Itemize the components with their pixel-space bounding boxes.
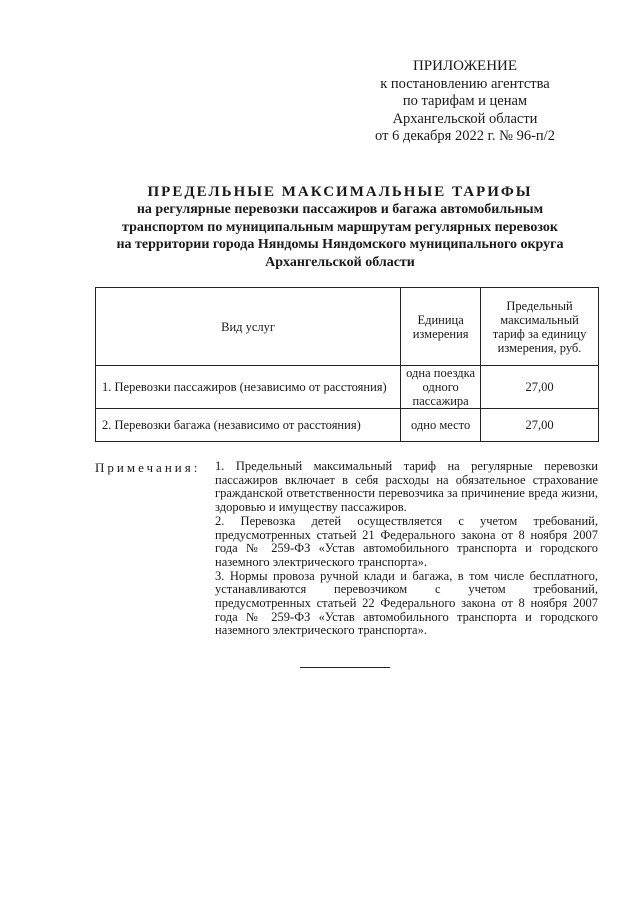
title-line-3: на территории города Няндомы Няндомского муниципального округа (116, 237, 564, 252)
appendix-line-3: Архангельской области (392, 110, 538, 127)
appendix-heading: ПРИЛОЖЕНИЕ (412, 58, 518, 74)
row-2-unit: одно место (401, 409, 481, 442)
header-unit (401, 288, 481, 366)
row-1-unit-line-2: одного (422, 380, 459, 394)
header-tariff-line-2: максимальный (500, 312, 579, 327)
appendix-line-4: от 6 декабря 2022 г. № 96-п/2 (375, 128, 555, 144)
table-header-row (96, 288, 599, 366)
note-item-3: 3. Нормы провоза ручной клади и багажа, в том числе бесплатного, устанавливаются перевозчиком с учетом требований, предусмотренных статьей 22 Федерального закона от 8 ноября 2007 года № 259-ФЗ «Устав автомобильного транспорта и городского наземного электрического транспорта». (215, 568, 598, 638)
note-item-1: 1. Предельный максимальный тариф на регулярные перевозки пассажиров включает в себя расходы на обязательное страхование гражданской ответственности перевозчика за причинение вреда жизни, здоровью и имуществу пассажиров. (215, 459, 598, 515)
notes-label: Примечания: (95, 460, 201, 475)
header-service (96, 288, 401, 366)
row-2-tariff: 27,00 (481, 409, 599, 442)
row-1-tariff: 27,00 (481, 366, 599, 409)
header-tariff-line-1: Предельный (506, 298, 573, 313)
title-line-2: транспортом по муниципальным маршрутам регулярных перевозок (122, 219, 558, 235)
row-1-unit-line-3: пассажира (412, 394, 469, 408)
header-tariff-line-4: измерения, руб. (497, 340, 582, 355)
header-service-label: Вид услуг (221, 319, 276, 334)
tariff-table (95, 287, 599, 442)
notes-list (215, 460, 598, 638)
header-tariff-line-3: тариф за единицу (492, 326, 587, 341)
title-main: ПРЕДЕЛЬНЫЕ МАКСИМАЛЬНЫЕ ТАРИФЫ (147, 184, 533, 200)
title-line-1: на регулярные перевозки пассажиров и багажа автомобильным (136, 202, 544, 217)
header-unit-line-2: измерения (412, 326, 469, 341)
table-row (96, 366, 599, 409)
row-1-unit-line-1: одна поездка (406, 366, 476, 380)
document-title (80, 183, 600, 271)
closing-rule (300, 667, 390, 668)
appendix-header (360, 58, 570, 146)
header-unit-line-1: Единица (417, 312, 464, 327)
row-1-unit (401, 366, 481, 409)
appendix-line-1: к постановлению агентства (380, 75, 550, 92)
note-item-2: 2. Перевозка детей осуществляется с учетом требований, предусмотренных статьей 21 Федерального закона от 8 ноября 2007 года № 259-ФЗ «Устав автомобильного транспорта и городского наземного электрического транспорта». (215, 513, 598, 569)
title-line-4: Архангельской области (265, 254, 415, 270)
header-tariff (481, 288, 599, 366)
row-2-service: 2. Перевозки багажа (независимо от расстояния) (96, 409, 401, 442)
row-1-service: 1. Перевозки пассажиров (независимо от расстояния) (96, 366, 401, 409)
table-row (96, 409, 599, 442)
appendix-line-2: по тарифам и ценам (402, 93, 528, 109)
